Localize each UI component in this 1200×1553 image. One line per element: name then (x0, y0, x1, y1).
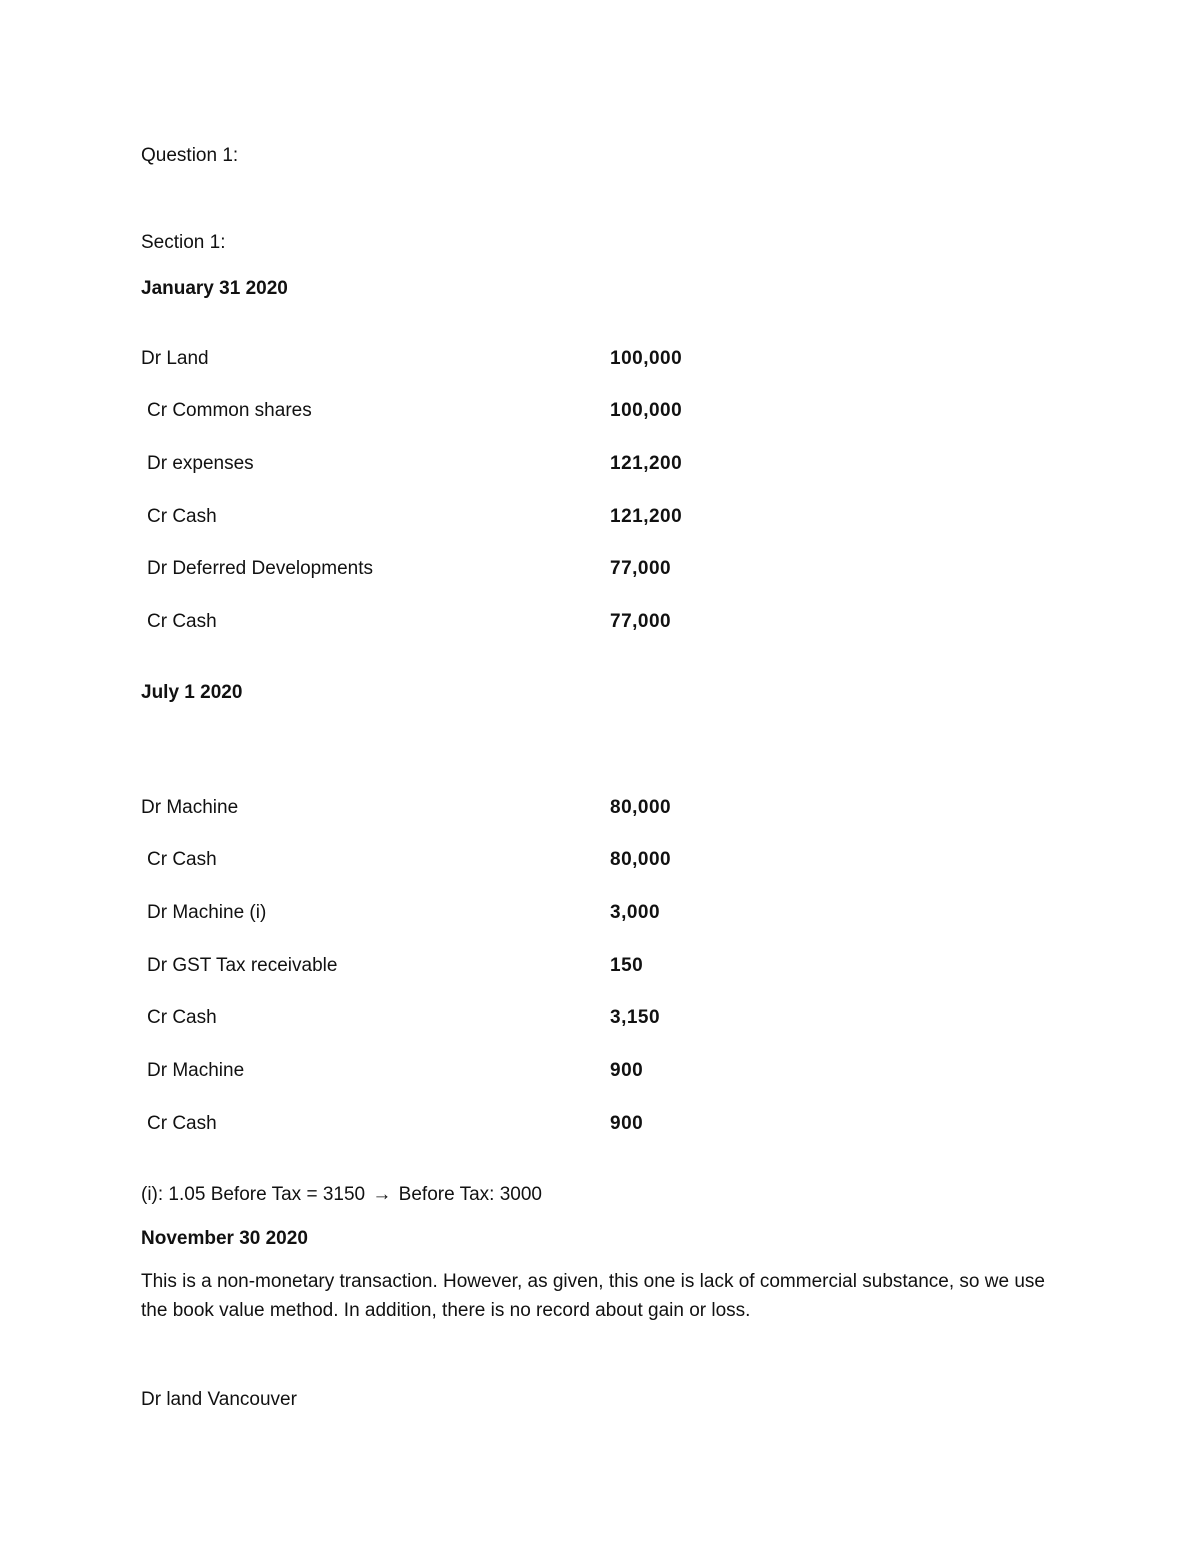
footnote-result: Before Tax: 3000 (398, 1184, 542, 1205)
journal-amount: 3,150 (610, 1007, 661, 1028)
journal-account: Dr Machine (141, 797, 239, 818)
journal-account: Dr Deferred Developments (147, 558, 373, 579)
explanation-paragraph: This is a non-monetary transaction. However, as given, this one is lack of commercial substance, so we use the book value method. In addition, there is no record about gain or loss. (141, 1271, 1045, 1321)
journal-amount: 100,000 (610, 400, 683, 421)
journal-account: Cr Cash (147, 1113, 217, 1134)
section-heading: Section 1: (141, 232, 226, 253)
journal-amount: 150 (610, 955, 644, 976)
journal-account: Cr Cash (147, 849, 217, 870)
journal-amount: 121,200 (610, 453, 683, 474)
journal-amount: 80,000 (610, 849, 672, 870)
journal-amount: 900 (610, 1060, 644, 1081)
date-heading-july: July 1 2020 (141, 682, 243, 703)
journal-amount: 3,000 (610, 902, 661, 923)
journal-account: Cr Cash (147, 611, 217, 632)
journal-amount: 77,000 (610, 611, 672, 632)
journal-account: Cr Cash (147, 1007, 217, 1028)
journal-amount: 100,000 (610, 348, 683, 369)
journal-account: Dr Land (141, 348, 209, 369)
journal-amount: 900 (610, 1113, 644, 1134)
journal-amount: 80,000 (610, 797, 672, 818)
journal-account: Dr expenses (147, 453, 254, 474)
journal-account: Dr land Vancouver (141, 1389, 297, 1410)
footnote (141, 1183, 542, 1207)
journal-account: Cr Cash (147, 506, 217, 527)
journal-account: Cr Common shares (147, 400, 312, 421)
question-heading: Question 1: (141, 145, 239, 166)
journal-account: Dr Machine (147, 1060, 245, 1081)
date-heading-january: January 31 2020 (141, 278, 288, 299)
footnote-text: (i): 1.05 Before Tax = 3150 (141, 1184, 366, 1205)
arrow-right-icon: → (372, 1184, 392, 1205)
journal-account: Dr Machine (i) (147, 902, 267, 923)
journal-amount: 121,200 (610, 506, 683, 527)
journal-amount: 77,000 (610, 558, 672, 579)
journal-account: Dr GST Tax receivable (147, 955, 338, 976)
date-heading-november: November 30 2020 (141, 1228, 308, 1249)
